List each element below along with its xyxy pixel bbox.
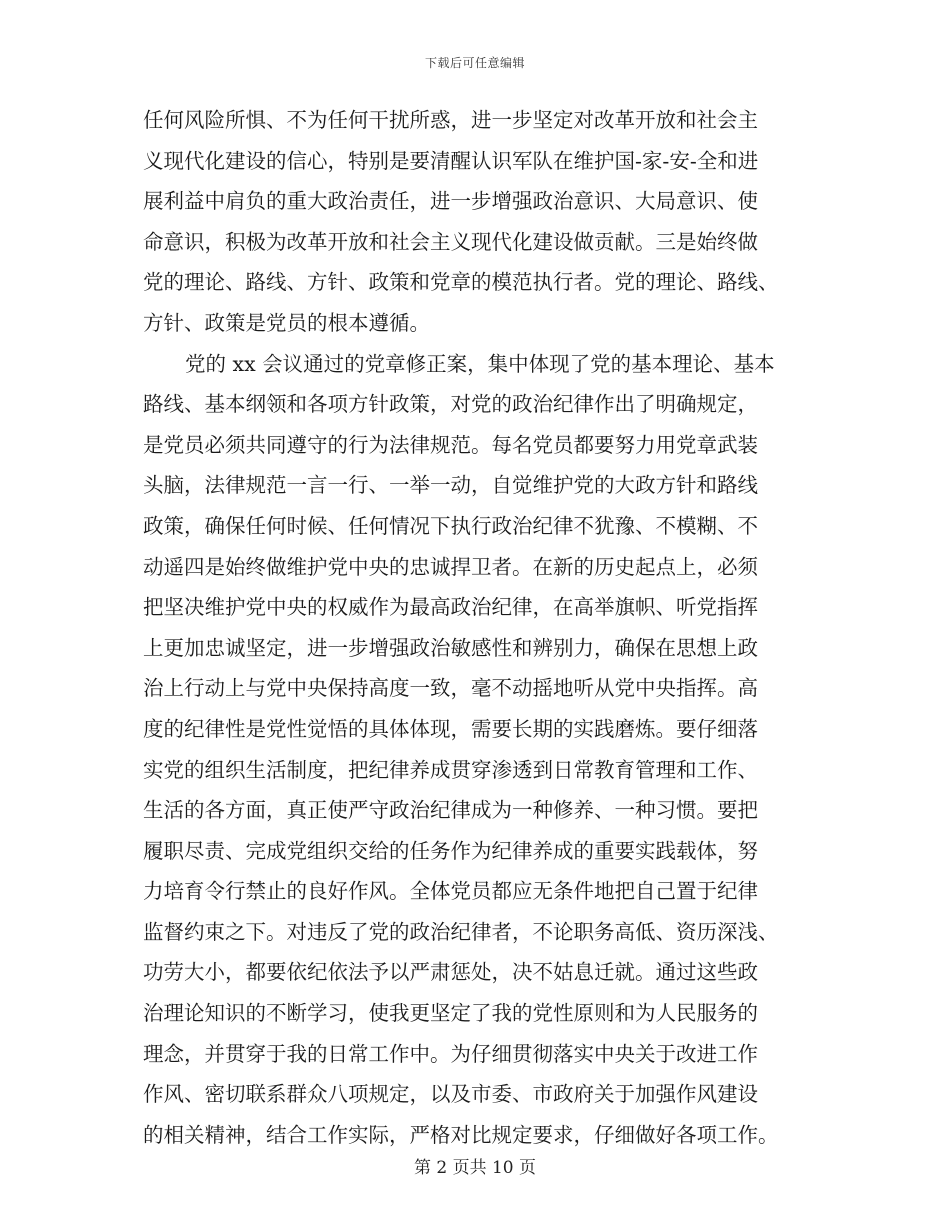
body-text: [143, 100, 807, 1155]
text-line: 党的理论、路线、方针、政策和党章的模范执行者。党的理论、路线、: [143, 270, 779, 295]
paragraph-first-line: 党的 xx 会议通过的党章修正案，集中体现了党的基本理论、基本: [185, 351, 775, 376]
text-line: 治理论知识的不断学习，使我更坚定了我的党性原则和为人民服务的: [143, 1001, 758, 1026]
text-line: 理念，并贯穿于我的日常工作中。为仔细贯彻落实中央关于改进工作: [143, 1041, 758, 1066]
text-line: 头脑，法律规范一言一行、一举一动，自觉维护党的大政方针和路线: [143, 473, 758, 498]
text-line: 的相关精神，结合工作实际，严格对比规定要求，仔细做好各项工作。: [143, 1122, 779, 1147]
text-line: 度的纪律性是党性觉悟的具体体现，需要长期的实践磨炼。要仔细落: [143, 716, 758, 741]
text-line: 力培育令行禁止的良好作风。全体党员都应无条件地把自己置于纪律: [143, 879, 758, 904]
text-line: 方针、政策是党员的根本遵循。: [143, 310, 430, 335]
text-line: 义现代化建设的信心，特别是要清醒认识军队在维护国-家-安-全和进: [143, 148, 759, 173]
text-line: 路线、基本纲领和各项方针政策，对党的政治纪律作出了明确规定，: [143, 392, 758, 417]
text-line: 任何风险所惧、不为任何干扰所惑，进一步坚定对改革开放和社会主: [143, 108, 758, 132]
text-line: 生活的各方面，真正使严守政治纪律成为一种修养、一种习惯。要把: [143, 798, 758, 823]
text-line: 政策，确保任何时候、任何情况下执行政治纪律不犹豫、不模糊、不: [143, 513, 758, 538]
text-line: 上更加忠诚坚定，进一步增强政治敏感性和辨别力，确保在思想上政: [143, 635, 758, 660]
text-line: 作风、密切联系群众八项规定，以及市委、市政府关于加强作风建设: [143, 1082, 758, 1107]
text-line: 是党员必须共同遵守的行为法律规范。每名党员都要努力用党章武装: [143, 432, 758, 457]
page-number: 第 2 页共 10 页: [413, 1158, 537, 1178]
text-line: 展利益中肩负的重大政治责任，进一步增强政治意识、大局意识、使: [143, 189, 758, 214]
page-header: 下载后可任意编辑: [424, 56, 525, 70]
text-line: 治上行动上与党中央保持高度一致，毫不动摇地听从党中央指挥。高: [143, 676, 758, 701]
text-line: 实党的组织生活制度，把纪律养成贯穿渗透到日常教育管理和工作、: [143, 757, 758, 782]
text-line: 功劳大小，都要依纪依法予以严肃惩处，决不姑息迁就。通过这些政: [143, 960, 758, 985]
text-line: 把坚决维护党中央的权威作为最高政治纪律，在高举旗帜、听党指挥: [143, 595, 758, 620]
text-line: 命意识，积极为改革开放和社会主义现代化建设做贡献。三是始终做: [143, 229, 758, 254]
text-line: 动遥四是始终做维护党中央的忠诚捍卫者。在新的历史起点上，必须: [143, 554, 758, 579]
text-line: 履职尽责、完成党组织交给的任务作为纪律养成的重要实践载体，努: [143, 838, 758, 863]
text-line: 监督约束之下。对违反了党的政治纪律者，不论职务高低、资历深浅、: [143, 919, 779, 944]
